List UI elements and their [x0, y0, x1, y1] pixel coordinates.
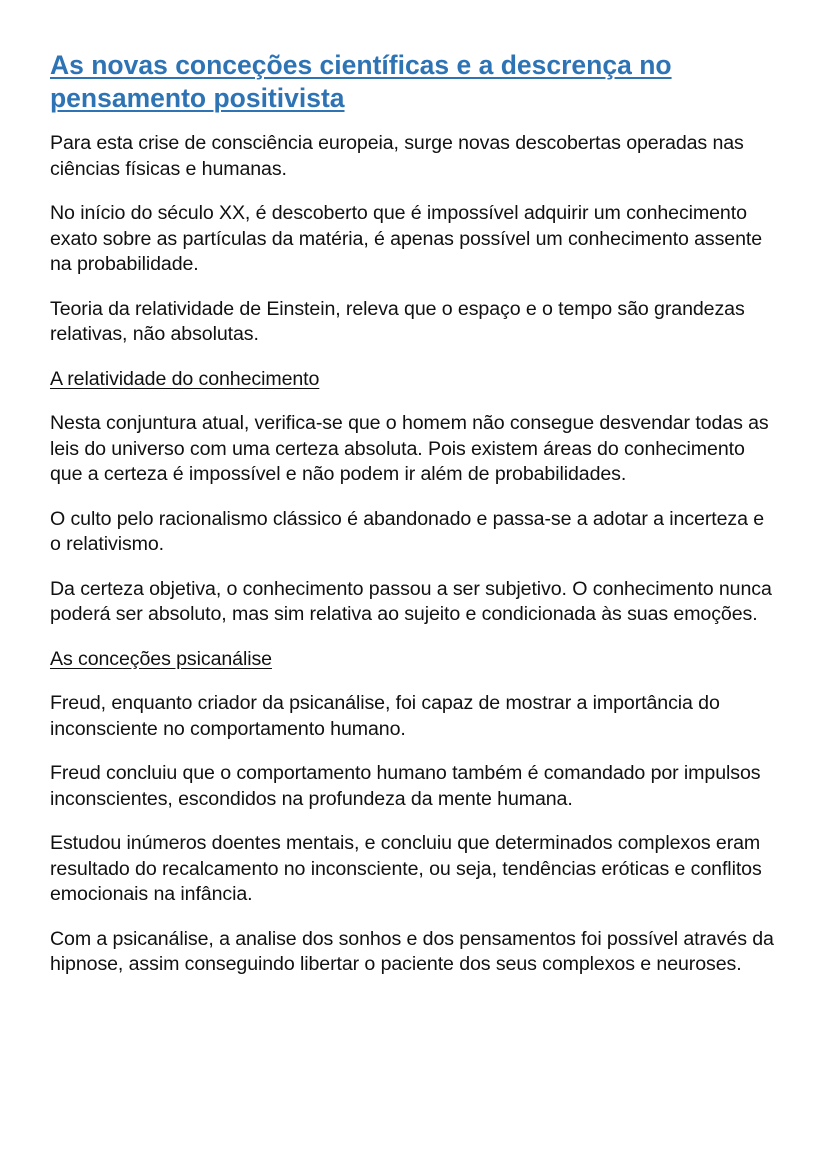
paragraph-crisis-discoveries: Para esta crise de consciência europeia, surge novas descobertas operadas nas ciências físicas e humanas.: [50, 132, 744, 180]
document-page: [50, 49, 780, 997]
subheading-psychoanalysis: As conceções psicanálise: [50, 647, 272, 670]
paragraph-universe-laws: Nesta conjuntura atual, verifica-se que o homem não consegue desvendar todas as leis do universo com uma certeza absoluta. Pois existem áreas do conhecimento que a certeza é impossível e não podem ir além de probabilidades.: [50, 412, 769, 485]
paragraph-freud-unconscious: Freud, enquanto criador da psicanálise, foi capaz de mostrar a importância do inconsciente no comportamento humano.: [50, 692, 720, 740]
paragraph-dream-analysis: Com a psicanálise, a analise dos sonhos e dos pensamentos foi possível através da hipnose, assim conseguindo libertar o paciente dos seus complexos e neuroses.: [50, 927, 774, 975]
paragraph-einstein-relativity: Teoria da relatividade de Einstein, releva que o espaço e o tempo são grandezas relativas, não absolutas.: [50, 297, 745, 345]
subheading-relativity-of-knowledge: A relatividade do conhecimento: [50, 367, 320, 390]
paragraph-freud-impulses: Freud concluiu que o comportamento humano também é comandado por impulsos inconscientes, escondidos na profundeza da mente humana.: [50, 762, 761, 810]
paragraph-quantum-uncertainty: No início do século XX, é descoberto que é impossível adquirir um conhecimento exato sobre as partículas da matéria, é apenas possível um conhecimento assente na probabilidade.: [50, 202, 763, 275]
paragraph-subjective-knowledge: Da certeza objetiva, o conhecimento passou a ser subjetivo. O conhecimento nunca poderá ser absoluto, mas sim relativa ao sujeito e condicionada às suas emoções.: [50, 577, 772, 625]
document-title: As novas conceções científicas e a descrença no pensamento positivista: [50, 50, 672, 113]
paragraph-rationalism-abandoned: O culto pelo racionalismo clássico é abandonado e passa-se a adotar a incerteza e o relativismo.: [50, 507, 765, 555]
paragraph-mental-patients: Estudou inúmeros doentes mentais, e concluiu que determinados complexos eram resultado do recalcamento no inconsciente, ou seja, tendências eróticas e conflitos emocionais na infância.: [50, 832, 762, 905]
